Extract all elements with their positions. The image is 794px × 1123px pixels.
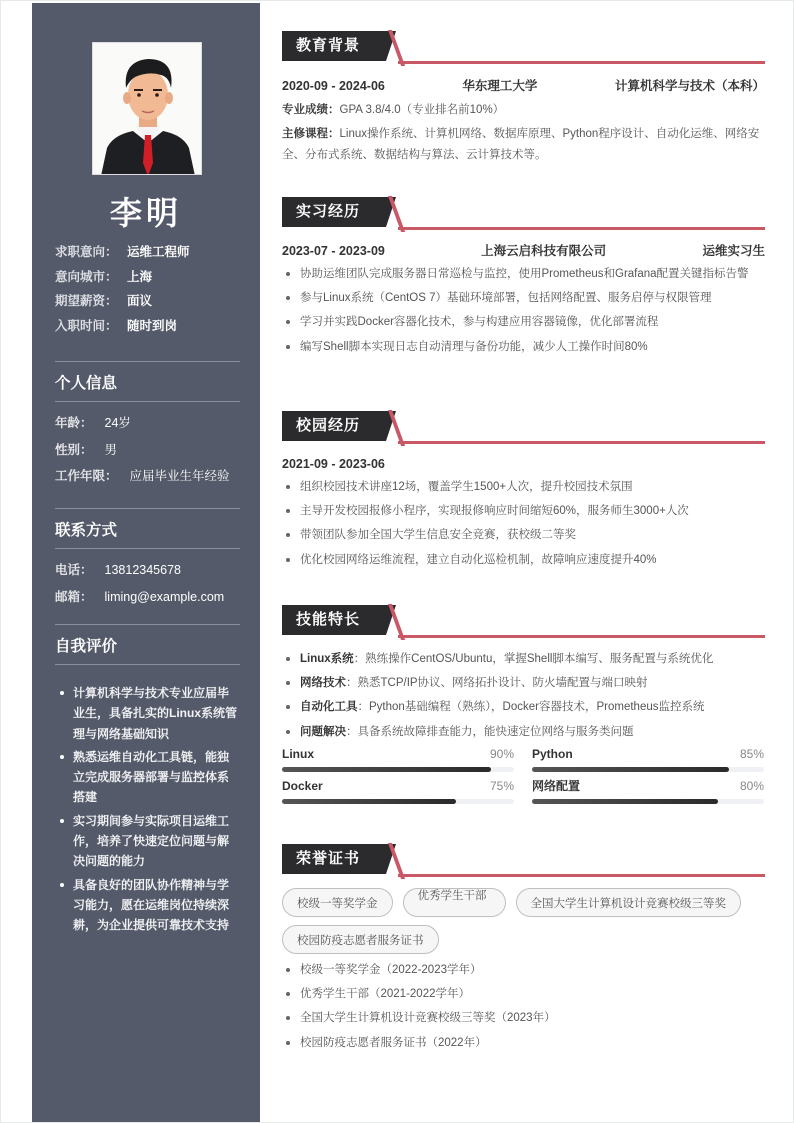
section-header xyxy=(282,31,765,63)
progress-fill xyxy=(282,799,456,804)
skill-label: 网络技术 xyxy=(300,677,346,690)
header-rule xyxy=(398,227,765,230)
skill-percent: 90% xyxy=(489,746,514,761)
skill-label: 问题解决 xyxy=(300,725,346,738)
section-title: 教育背景 xyxy=(282,31,386,61)
info-value: 24岁 xyxy=(104,416,131,430)
header-rule xyxy=(398,61,765,64)
skill-name: Docker xyxy=(282,778,323,793)
skill-text: ：具备系统故障排查能力，能快速定位网络与服务类问题 xyxy=(346,725,634,738)
contact-phone xyxy=(55,557,240,584)
progress-fill xyxy=(532,767,729,772)
list-item: 组织校园技术讲座12场，覆盖学生1500+人次，提升校园技术氛围 xyxy=(282,477,765,497)
intent-label: 期望薪资： xyxy=(55,294,118,308)
honor-tag: 优秀学生干部 xyxy=(403,888,506,917)
list-item: 协助运维团队完成服务器日常巡检与监控，使用Prometheus和Grafana配置关键指标告警 xyxy=(282,264,765,284)
internship-row xyxy=(282,241,765,261)
list-item: 主导开发校园报修小程序，实现报修响应时间缩短60%，服务师生3000+人次 xyxy=(282,501,765,521)
info-experience xyxy=(55,463,240,490)
progress-track xyxy=(532,799,764,804)
skill-percent: 85% xyxy=(739,746,764,761)
list-item: 具备良好的团队协作精神与学习能力，愿在运维岗位持续深耕，为企业提供可靠技术支持 xyxy=(55,875,240,936)
list-item: 编写Shell脚本实现日志自动清理与备份功能，减少人工操作时间80% xyxy=(282,337,765,357)
info-age xyxy=(55,410,240,437)
skills-section xyxy=(282,605,765,804)
courses-label: 主修课程： xyxy=(282,128,340,141)
list-item: 优秀学生干部（2021-2022学年） xyxy=(282,984,765,1004)
skill-bar-docker xyxy=(282,778,514,804)
gpa-line xyxy=(282,100,765,120)
intent-row-city xyxy=(55,265,190,290)
intent-value: 随时到岗 xyxy=(127,318,178,333)
list-item: 实习期间参与实际项目运维工作，培养了快速定位问题与解决问题的能力 xyxy=(55,811,240,872)
self-eval-list xyxy=(55,673,240,936)
list-item xyxy=(282,649,765,669)
skill-name: Python xyxy=(532,746,573,761)
progress-track xyxy=(282,767,514,772)
header-rule xyxy=(398,635,765,638)
skill-text: ：Python基础编程（熟练），Docker容器技术，Prometheus监控系统 xyxy=(357,701,705,714)
section-title: 联系方式 xyxy=(55,522,118,539)
courses-line xyxy=(282,124,765,165)
section-header xyxy=(282,605,765,637)
section-title: 技能特长 xyxy=(282,605,386,635)
skill-text: ：熟悉TCP/IP协议、网络拓扑设计、防火墙配置与端口映射 xyxy=(346,677,648,690)
list-item: 带领团队参加全国大学生信息安全竞赛，获校级二等奖 xyxy=(282,525,765,545)
internship-bullets xyxy=(282,264,765,357)
list-item: 全国大学生计算机设计竞赛校级三等奖（2023年） xyxy=(282,1008,765,1028)
intent-label: 意向城市： xyxy=(55,269,118,284)
phone-value[interactable]: 13812345678 xyxy=(104,563,181,577)
profile-photo xyxy=(92,42,202,175)
intent-value: 上海 xyxy=(127,269,153,284)
candidate-name: 李明 xyxy=(109,195,182,231)
divider xyxy=(55,401,240,402)
skill-text: ：熟练操作CentOS/Ubuntu，掌握Shell脚本编写、服务配置与系统优化 xyxy=(353,653,714,665)
header-rule xyxy=(398,874,765,877)
intent-row-position xyxy=(55,240,190,265)
contact-email xyxy=(55,584,240,611)
intent-label: 入职时间： xyxy=(55,318,118,333)
avatar-illustration-icon xyxy=(93,43,202,175)
skill-percent: 80% xyxy=(739,778,764,793)
intent-value: 运维工程师 xyxy=(127,245,190,259)
list-item: 校园防疫志愿者服务证书（2022年） xyxy=(282,1033,765,1053)
section-title: 荣誉证书 xyxy=(282,844,386,874)
skill-name: 网络配置 xyxy=(532,778,581,793)
education-period: 2020-09 - 2024-06 xyxy=(282,79,385,93)
info-gender xyxy=(55,437,240,464)
school-name: 华东理工大学 xyxy=(462,79,538,93)
list-item: 校级一等奖学金（2022-2023学年） xyxy=(282,960,765,980)
campus-section xyxy=(282,411,765,574)
skill-label: Linux系统 xyxy=(300,653,354,665)
skill-bar-linux xyxy=(282,746,514,772)
progress-track xyxy=(282,799,514,804)
info-value: 应届毕业生年经验 xyxy=(129,469,230,483)
campus-row xyxy=(282,454,765,474)
job-intent xyxy=(55,240,190,338)
progress-fill xyxy=(282,767,491,772)
education-row xyxy=(282,76,765,96)
education-section xyxy=(282,31,765,165)
campus-bullets xyxy=(282,477,765,570)
list-item xyxy=(282,697,765,717)
courses-value: Linux操作系统、计算机网络、数据库原理、Python程序设计、自动化运维、网络安全、分布式系统、数据结构与算法、云计算技术等。 xyxy=(282,128,760,161)
honor-tag: 校级一等奖学金 xyxy=(282,888,393,917)
role-name: 运维实习生 xyxy=(702,244,765,258)
progress-fill xyxy=(532,799,718,804)
list-item: 参与Linux系统（CentOS 7）基础环境部署，包括网络配置、服务启停与权限管理 xyxy=(282,288,765,308)
list-item: 计算机科学与技术专业应届毕业生，具备扎实的Linux系统管理与网络基础知识 xyxy=(55,683,240,744)
personal-info-section xyxy=(55,361,240,490)
section-title: 校园经历 xyxy=(282,411,386,441)
list-item: 优化校园网络运维流程，建立自动化巡检机制，故障响应速度提升40% xyxy=(282,550,765,570)
section-header xyxy=(282,844,765,876)
honors-section xyxy=(282,844,765,1057)
sidebar xyxy=(32,3,260,1122)
gpa-value: GPA 3.8/4.0（专业排名前10%） xyxy=(339,104,505,116)
section-title: 自我评价 xyxy=(55,638,118,655)
skill-label: 自动化工具 xyxy=(300,701,358,714)
info-label: 年龄： xyxy=(55,416,93,430)
internship-section xyxy=(282,197,765,361)
info-label: 工作年限： xyxy=(55,469,118,483)
info-value: 男 xyxy=(104,442,118,457)
contact-section xyxy=(55,508,240,610)
major-name: 计算机科学与技术（本科） xyxy=(614,79,765,93)
list-item xyxy=(282,722,765,742)
section-header xyxy=(282,197,765,229)
progress-track xyxy=(532,767,764,772)
honors-list xyxy=(282,960,765,1053)
company-name: 上海云启科技有限公司 xyxy=(481,244,607,258)
section-title: 实习经历 xyxy=(282,197,386,227)
skill-bars xyxy=(282,746,765,804)
divider xyxy=(55,548,240,549)
section-header xyxy=(282,411,765,443)
section-title: 个人信息 xyxy=(55,375,118,392)
header-rule xyxy=(398,441,765,444)
list-item: 学习并实践Docker容器化技术，参与构建应用容器镜像，优化部署流程 xyxy=(282,312,765,332)
skill-name: Linux xyxy=(282,746,314,761)
intent-label: 求职意向： xyxy=(55,245,118,259)
honor-tags xyxy=(282,888,765,954)
campus-period: 2021-09 - 2023-06 xyxy=(282,457,385,471)
skills-bullets xyxy=(282,649,765,742)
contact-label: 电话： xyxy=(55,563,93,577)
info-label: 性别： xyxy=(55,442,93,457)
divider xyxy=(55,664,240,665)
honor-tag: 全国大学生计算机设计竞赛校级三等奖 xyxy=(516,888,742,917)
skill-percent: 75% xyxy=(489,778,514,793)
honor-tag: 校园防疫志愿者服务证书 xyxy=(282,925,439,954)
list-item xyxy=(282,673,765,693)
intent-value: 面议 xyxy=(127,294,153,308)
self-evaluation-section xyxy=(55,624,240,939)
contact-label: 邮箱： xyxy=(55,589,93,604)
internship-period: 2023-07 - 2023-09 xyxy=(282,244,385,258)
gpa-label: 专业成绩： xyxy=(282,104,340,116)
skill-bar-network xyxy=(532,778,764,804)
skill-bar-python xyxy=(532,746,764,772)
intent-row-salary xyxy=(55,289,190,314)
intent-row-start xyxy=(55,314,190,339)
email-value[interactable]: liming@example.com xyxy=(104,589,225,604)
list-item: 熟悉运维自动化工具链，能独立完成服务器部署与监控体系搭建 xyxy=(55,747,240,808)
